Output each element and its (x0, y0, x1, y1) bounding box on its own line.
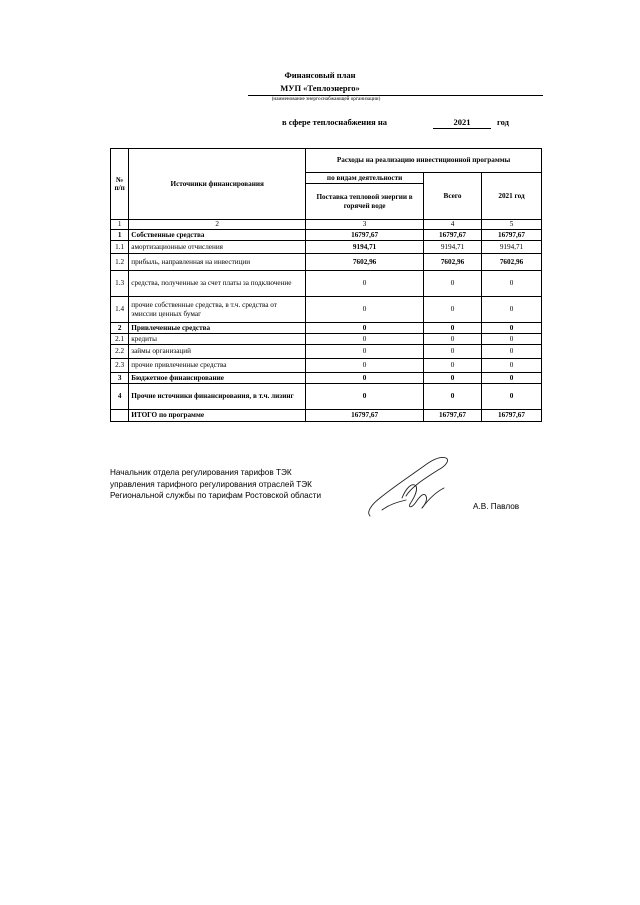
column-number: 2 (129, 220, 306, 230)
table-row (111, 373, 542, 384)
row-value-year: 16797,67 (481, 410, 541, 422)
row-value-year: 0 (481, 345, 541, 359)
row-label: Привлеченные средства (129, 323, 306, 334)
handwritten-signature (362, 452, 457, 522)
signatory-position-line: управления тарифного регулирования отраслей ТЭК (110, 479, 312, 489)
row-value-total: 16797,67 (424, 230, 482, 241)
header-num: № п/п (111, 149, 129, 220)
row-value-total: 0 (424, 373, 482, 384)
signatory-name: А.В. Павлов (473, 502, 520, 511)
row-value-year: 0 (481, 323, 541, 334)
row-label: займы организаций (129, 345, 306, 359)
row-value-year: 9194,71 (481, 241, 541, 254)
row-value-total: 7602,96 (424, 254, 482, 271)
row-value-year: 0 (481, 384, 541, 410)
table-row (111, 345, 542, 359)
row-number: 1.2 (111, 254, 129, 271)
header-expenses: Расходы на реализацию инвестиционной программы (306, 149, 542, 173)
header-total: Всего (424, 173, 482, 220)
row-value-total: 16797,67 (424, 410, 482, 422)
row-label: прочие привлеченные средства (129, 359, 306, 373)
row-label: ИТОГО по программе (129, 410, 306, 422)
row-value-year: 0 (481, 373, 541, 384)
row-value-supply: 0 (306, 345, 424, 359)
row-label: Прочие источники финансирования, в т.ч. лизинг (129, 384, 306, 410)
row-value-supply: 0 (306, 359, 424, 373)
column-number: 1 (111, 220, 129, 230)
row-value-supply: 0 (306, 384, 424, 410)
row-value-supply: 0 (306, 271, 424, 297)
row-value-supply: 0 (306, 334, 424, 345)
row-value-supply: 16797,67 (306, 230, 424, 241)
row-value-total: 9194,71 (424, 241, 482, 254)
row-value-supply: 16797,67 (306, 410, 424, 422)
year-suffix: год (497, 117, 509, 127)
row-value-total: 0 (424, 345, 482, 359)
row-value-year: 7602,96 (481, 254, 541, 271)
year-underline (433, 128, 491, 129)
table-row (111, 241, 542, 254)
row-value-supply: 0 (306, 373, 424, 384)
row-number: 1.1 (111, 241, 129, 254)
row-value-supply: 0 (306, 323, 424, 334)
row-number: 1 (111, 230, 129, 241)
row-value-year: 0 (481, 297, 541, 323)
row-number: 2 (111, 323, 129, 334)
table-row (111, 384, 542, 410)
row-value-total: 0 (424, 297, 482, 323)
signatory-position-line: Региональной службы по тарифам Ростовской области (110, 491, 322, 500)
column-number: 4 (424, 220, 482, 230)
header-source: Источники финансирования (129, 149, 306, 220)
table-header-row (111, 149, 542, 173)
row-value-total: 0 (424, 271, 482, 297)
table-total-row (111, 410, 542, 422)
table-row (111, 230, 542, 241)
column-number-row (111, 220, 542, 230)
row-label: амортизационные отчисления (129, 241, 306, 254)
header-supply: Поставка тепловой энергии в горячей воде (306, 184, 424, 220)
signatory-position (110, 467, 321, 502)
row-number: 1.3 (111, 271, 129, 297)
document-title: Финансовый план (284, 70, 356, 80)
header-year: 2021 год (481, 173, 541, 220)
row-value-year: 16797,67 (481, 230, 541, 241)
row-label: средства, полученные за счет платы за подключение (129, 271, 306, 297)
table-row (111, 359, 542, 373)
signatory-position-line: Начальник отдела регулирования тарифов ТЭК (110, 468, 292, 477)
row-number: 3 (111, 373, 129, 384)
scope-label: в сфере теплоснабжения на (282, 117, 387, 127)
row-number: 2.1 (111, 334, 129, 345)
table-row (111, 334, 542, 345)
row-number (111, 410, 129, 422)
row-label: прибыль, направленная на инвестиции (129, 254, 306, 271)
row-value-year: 0 (481, 359, 541, 373)
row-label: Бюджетное финансирование (129, 373, 306, 384)
row-value-supply: 0 (306, 297, 424, 323)
row-number: 2.2 (111, 345, 129, 359)
row-value-year: 0 (481, 334, 541, 345)
row-value-total: 0 (424, 384, 482, 410)
row-value-total: 0 (424, 323, 482, 334)
table-row (111, 297, 542, 323)
row-number: 1.4 (111, 297, 129, 323)
row-label: прочие собственные средства, в т.ч. средства от эмиссии ценных бумаг (129, 297, 306, 323)
table-row (111, 254, 542, 271)
row-value-total: 0 (424, 334, 482, 345)
row-value-supply: 7602,96 (306, 254, 424, 271)
row-number: 2.3 (111, 359, 129, 373)
organization-name: МУП «Теплоэнерго» (280, 83, 360, 93)
row-value-year: 0 (481, 271, 541, 297)
row-label: Собственные средства (129, 230, 306, 241)
row-value-total: 0 (424, 359, 482, 373)
header-by-activity: по видам деятельности (306, 173, 424, 184)
row-label: кредиты (129, 334, 306, 345)
financial-plan-table (110, 148, 542, 422)
table-row (111, 323, 542, 334)
column-number: 5 (481, 220, 541, 230)
column-number: 3 (306, 220, 424, 230)
plan-year: 2021 (453, 117, 471, 127)
row-number: 4 (111, 384, 129, 410)
row-value-supply: 9194,71 (306, 241, 424, 254)
org-caption: (наименование энергоснабжающей организации) (271, 96, 381, 102)
table-row (111, 271, 542, 297)
